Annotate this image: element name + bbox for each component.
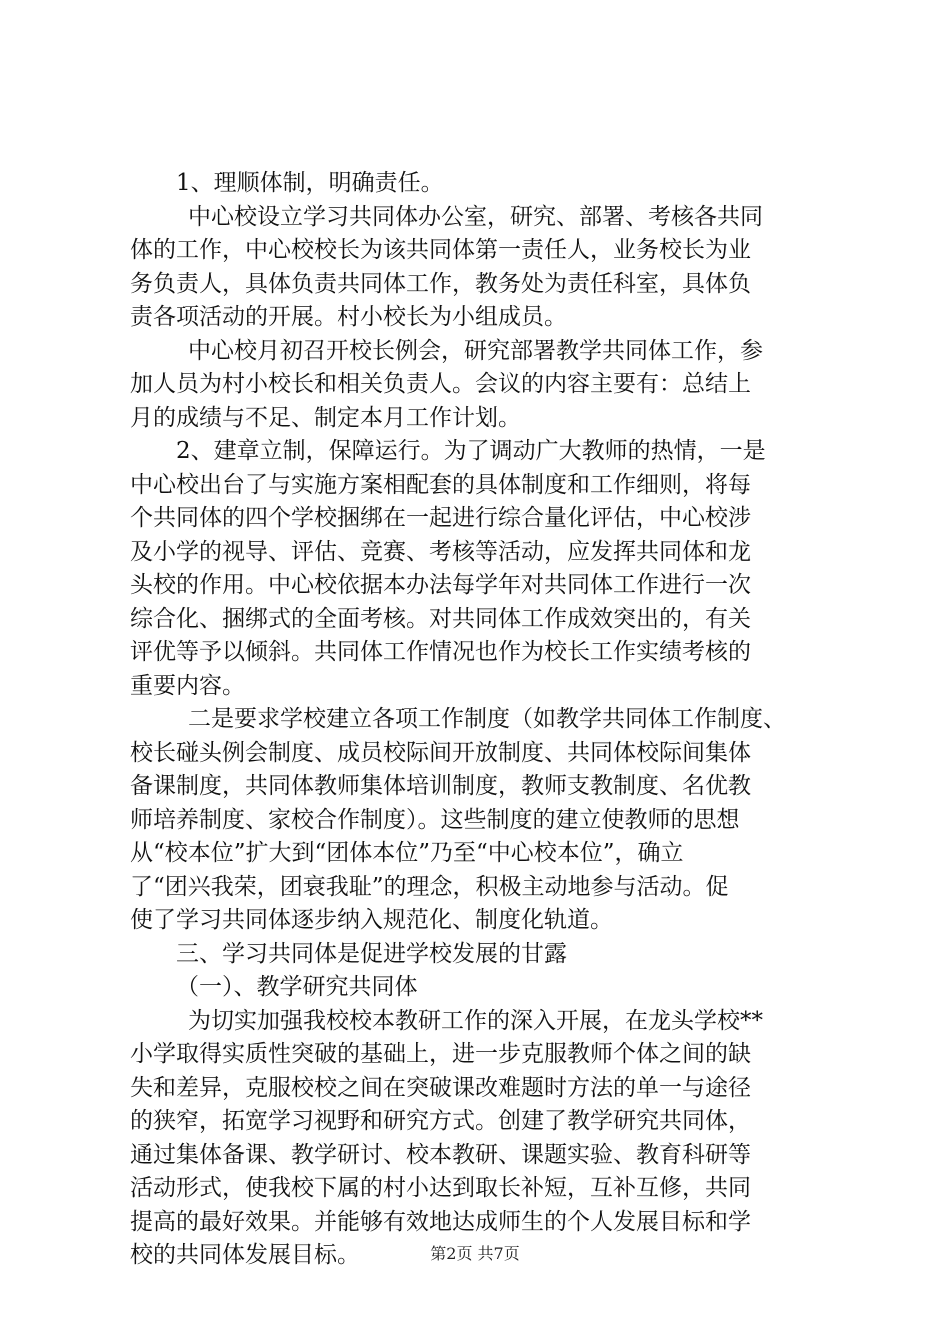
paragraph-line: 二是要求学校建立各项工作制度（如教学共同体工作制度、 bbox=[188, 706, 786, 732]
paragraph-line: 中心校出台了与实施方案相配套的具体制度和工作细则，将每 bbox=[130, 471, 751, 498]
paragraph-line: 从“校本位”扩大到“团体本位”乃至“中心校本位”，确立 bbox=[130, 840, 684, 866]
section-heading: 三、学习共同体是促进学校发展的甘露 bbox=[176, 940, 567, 967]
paragraph-line: 备课制度，共同体教师集体培训制度，教师支教制度、名优教 bbox=[130, 773, 751, 799]
paragraph-line: 通过集体备课、教学研讨、校本教研、课题实验、教育科研等 bbox=[130, 1141, 751, 1168]
paragraph-line: 提高的最好效果。并能够有效地达成师生的个人发展目标和学 bbox=[130, 1208, 751, 1235]
paragraph-line: 加人员为村小校长和相关负责人。会议的内容主要有：总结上 bbox=[130, 371, 751, 397]
paragraph-line: 小学取得实质性突破的基础上，进一步克服教师个体之间的缺 bbox=[130, 1041, 751, 1067]
paragraph-line: 的狭窄，拓宽学习视野和研究方式。创建了教学研究共同体， bbox=[130, 1108, 751, 1134]
page-number-footer: 第2页 共7页 bbox=[430, 1244, 520, 1263]
section-heading: 2、建章立制，保障运行。为了调动广大教师的热情，一是 bbox=[176, 438, 766, 464]
paragraph-line: 责各项活动的开展。村小校长为小组成员。 bbox=[130, 304, 567, 330]
paragraph-line: 使了学习共同体逐步纳入规范化、制度化轨道。 bbox=[130, 907, 613, 933]
paragraph-line: 师培养制度、家校合作制度）。这些制度的建立使教师的思想 bbox=[130, 806, 740, 833]
paragraph-line: 个共同体的四个学校捆绑在一起进行综合量化评估，中心校涉 bbox=[130, 505, 751, 531]
paragraph-line: 失和差异，克服校校之间在突破课改难题时方法的单一与途径 bbox=[130, 1074, 751, 1101]
paragraph-line: 中心校设立学习共同体办公室，研究、部署、考核各共同 bbox=[188, 203, 763, 230]
paragraph-line: 头校的作用。中心校依据本办法每学年对共同体工作进行一次 bbox=[130, 572, 751, 598]
paragraph-line: 月的成绩与不足、制定本月工作计划。 bbox=[130, 404, 521, 431]
paragraph-line: 重要内容。 bbox=[130, 672, 245, 699]
paragraph-line: 活动形式，使我校下属的村小达到取长补短，互补互修，共同 bbox=[130, 1175, 751, 1201]
paragraph-line: 及小学的视导、评估、竞赛、考核等活动，应发挥共同体和龙 bbox=[130, 538, 751, 565]
section-heading: 1、理顺体制，明确责任。 bbox=[176, 170, 444, 196]
paragraph-line: 评优等予以倾斜。共同体工作情况也作为校长工作实绩考核的 bbox=[130, 639, 751, 665]
paragraph-line: 为切实加强我校校本教研工作的深入开展，在龙头学校** bbox=[188, 1007, 763, 1034]
document-body bbox=[130, 167, 830, 1273]
paragraph-line: 综合化、捆绑式的全面考核。对共同体工作成效突出的，有关 bbox=[130, 605, 751, 632]
paragraph-line: 中心校月初召开校长例会，研究部署教学共同体工作，参 bbox=[188, 337, 763, 364]
paragraph-line: 校的共同体发展目标。 bbox=[130, 1242, 360, 1268]
paragraph-line: 务负责人，具体负责共同体工作，教务处为责任科室，具体负 bbox=[130, 270, 751, 297]
paragraph-line: 了“团兴我荣，团衰我耻”的理念，积极主动地参与活动。促 bbox=[130, 873, 729, 900]
subsection-heading: （一）、教学研究共同体 bbox=[176, 974, 418, 1000]
paragraph-line: 体的工作，中心校校长为该共同体第一责任人，业务校长为业 bbox=[130, 237, 751, 263]
paragraph-line: 校长碰头例会制度、成员校际间开放制度、共同体校际间集体 bbox=[130, 739, 751, 766]
